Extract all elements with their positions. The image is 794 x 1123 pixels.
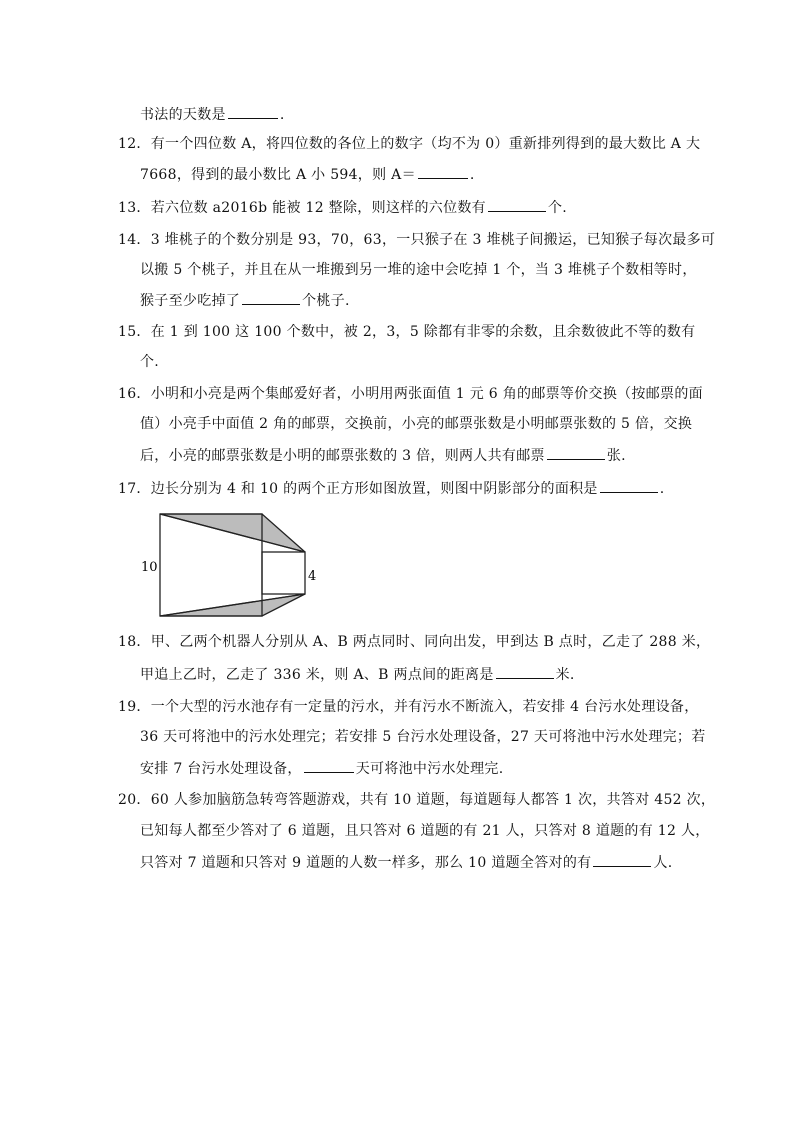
q19-line2: 36 天可将池中的污水处理完；若安排 5 台污水处理设备，27 天可将池中污水处理完；若: [140, 729, 706, 745]
big-square-label: 10: [141, 560, 158, 575]
q12-line1: 12．有一个四位数 A，将四位数的各位上的数字（均不为 0）重新排列得到的最大数比 A 大: [118, 136, 701, 152]
q19-line3-text: 安排 7 台污水处理设备，: [140, 761, 302, 777]
q11-text: 书法的天数是: [140, 107, 226, 123]
q14-line2: 以搬 5 个桃子，并且在从一堆搬到另一堆的途中会吃掉 1 个，当 3 堆桃子个数相等时，: [140, 262, 697, 278]
q20-answer-blank: [593, 852, 651, 867]
q18-line2-text: 甲追上乙时，乙走了 336 米，则 A、B 两点间的距离是: [140, 667, 494, 683]
q13-end: 个.: [547, 200, 568, 216]
q12-line2-text: 7668，得到的最小数比 A 小 594，则 A＝: [140, 167, 416, 183]
q11-answer-blank: [228, 104, 278, 119]
q17-answer-blank: [600, 478, 658, 493]
q18-line1: 18．甲、乙两个机器人分别从 A、B 两点同时、同向出发，甲到达 B 点时，乙走了 288 米，: [118, 634, 711, 650]
q14-line3: [140, 290, 350, 311]
q16-line1: 16．小明和小亮是两个集邮爱好者，小明用两张面值 1 元 6 角的邮票等价交换（按邮票的面: [118, 386, 703, 402]
small-square: [262, 552, 305, 594]
q12-answer-blank: [418, 164, 468, 179]
q19-end: 天可将池中污水处理完.: [355, 761, 504, 777]
q13-answer-blank: [488, 197, 546, 212]
q18-line2: [140, 664, 575, 685]
q20-line3: [140, 852, 673, 873]
q16-line3: [140, 445, 626, 466]
q12-end: .: [469, 167, 475, 183]
q15-line2: 个.: [140, 354, 160, 370]
q18-answer-blank: [496, 664, 554, 679]
q16-line3-text: 后，小亮的邮票张数是小明的邮票张数的 3 倍，则两人共有邮票: [140, 448, 545, 464]
q17-end: .: [659, 481, 665, 497]
q16-end: 张.: [606, 448, 626, 464]
q14-line1: 14．3 堆桃子的个数分别是 93，70，63，一只猴子在 3 堆桃子间搬运，已知猴子每次最多可: [118, 232, 716, 248]
q14-line3-text: 猴子至少吃掉了: [140, 293, 241, 309]
q20-line1: 20．60 人参加脑筋急转弯答题游戏，共有 10 道题，每道题每人都答 1 次，共答对 452 次，: [118, 792, 716, 808]
q17-text: 17．边长分别为 4 和 10 的两个正方形如图放置，则图中阴影部分的面积是: [118, 481, 598, 497]
small-square-label: 4: [308, 569, 317, 584]
q19-line3: [140, 758, 503, 779]
q13-text: 13．若六位数 a2016b 能被 12 整除，则这样的六位数有: [118, 200, 486, 216]
q18-end: 米.: [555, 667, 575, 683]
q12-line2: [140, 164, 475, 185]
q19-line1: 19．一个大型的污水池存有一定量的污水，并有污水不断流入，若安排 4 台污水处理设备，: [118, 699, 699, 715]
q11-continuation: [140, 104, 285, 125]
q20-end: 人.: [653, 855, 673, 871]
q16-line2: 值）小亮手中面值 2 角的邮票，交换前，小亮的邮票张数是小明邮票张数的 5 倍，交换: [140, 416, 693, 432]
q20-line2: 已知每人都至少答对了 6 道题，且只答对 6 道题的有 21 人，只答对 8 道题的有 12 人，: [140, 823, 710, 839]
squares-figure: [140, 508, 330, 620]
q17-line: [118, 478, 665, 499]
q14-end: 个桃子.: [302, 293, 350, 309]
q11-end: .: [279, 107, 285, 123]
q15-line1: 15．在 1 到 100 这 100 个数中，被 2，3，5 除都有非零的余数，且余数彼此不等的数有: [118, 324, 696, 340]
q14-answer-blank: [242, 290, 300, 305]
q13-line: [118, 197, 567, 218]
q20-line3-text: 只答对 7 道题和只答对 9 道题的人数一样多，那么 10 道题全答对的有: [140, 855, 592, 871]
q19-answer-blank: [304, 758, 354, 773]
q16-answer-blank: [547, 445, 605, 460]
